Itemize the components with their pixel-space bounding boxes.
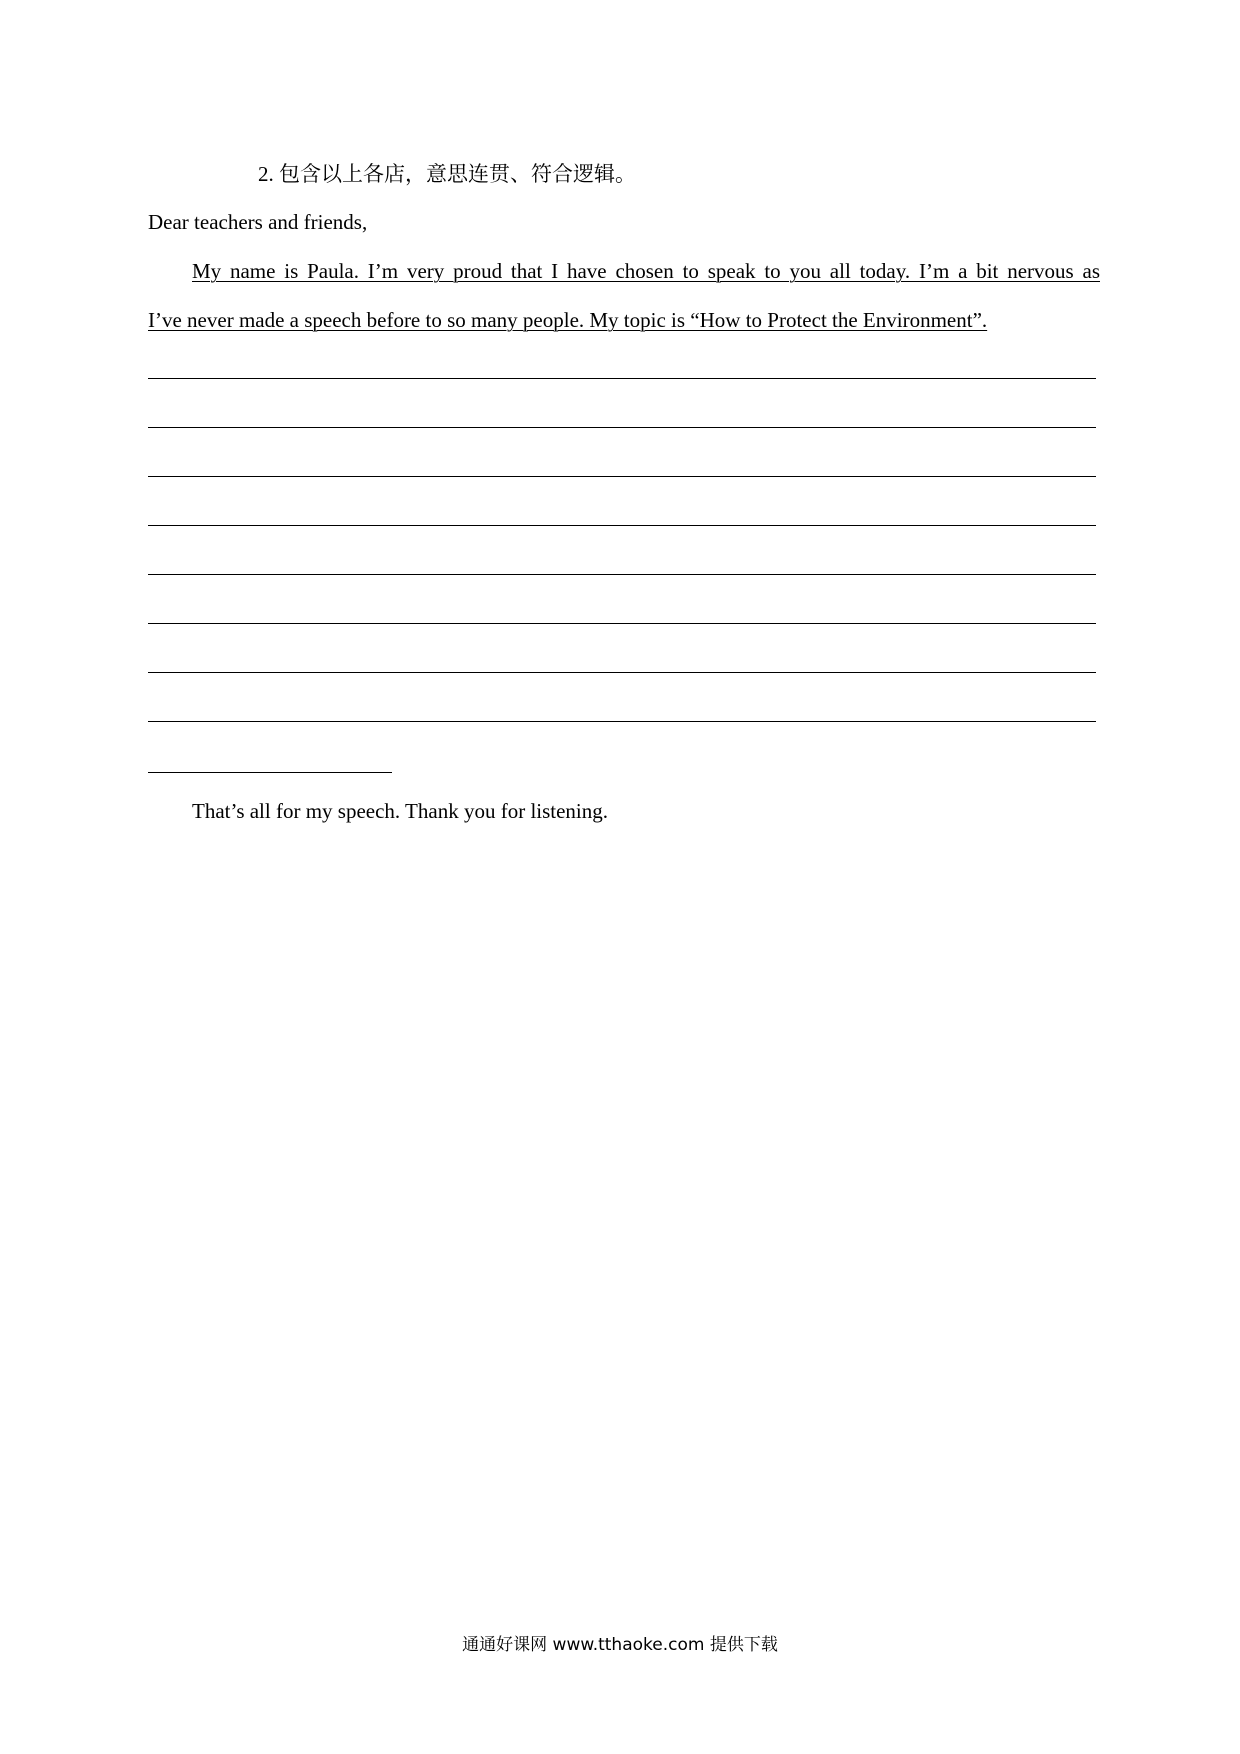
- writing-line[interactable]: [148, 427, 1096, 428]
- writing-line[interactable]: [148, 574, 1096, 575]
- writing-line[interactable]: [148, 378, 1096, 379]
- letter-closing: That’s all for my speech. Thank you for listening.: [192, 799, 609, 823]
- writing-line[interactable]: [148, 623, 1096, 624]
- writing-line[interactable]: [148, 476, 1096, 477]
- instruction-item: 2. 包含以上各店，意思连贯、符合逻辑。: [258, 162, 636, 186]
- writing-line-short[interactable]: [148, 772, 392, 773]
- page-footer: 通通好课网 www.tthaoke.com 提供下载: [462, 1635, 778, 1655]
- writing-line[interactable]: [148, 525, 1096, 526]
- given-opening-line-2: I’ve never made a speech before to so many people. My topic is “How to Protect the Environment”.: [148, 308, 988, 332]
- writing-line[interactable]: [148, 672, 1096, 673]
- given-opening-line-1: My name is Paula. I’m very proud that I have chosen to speak to you all today. I’m a bit nervous as: [192, 259, 1100, 283]
- letter-greeting: Dear teachers and friends,: [148, 210, 368, 234]
- writing-line[interactable]: [148, 721, 1096, 722]
